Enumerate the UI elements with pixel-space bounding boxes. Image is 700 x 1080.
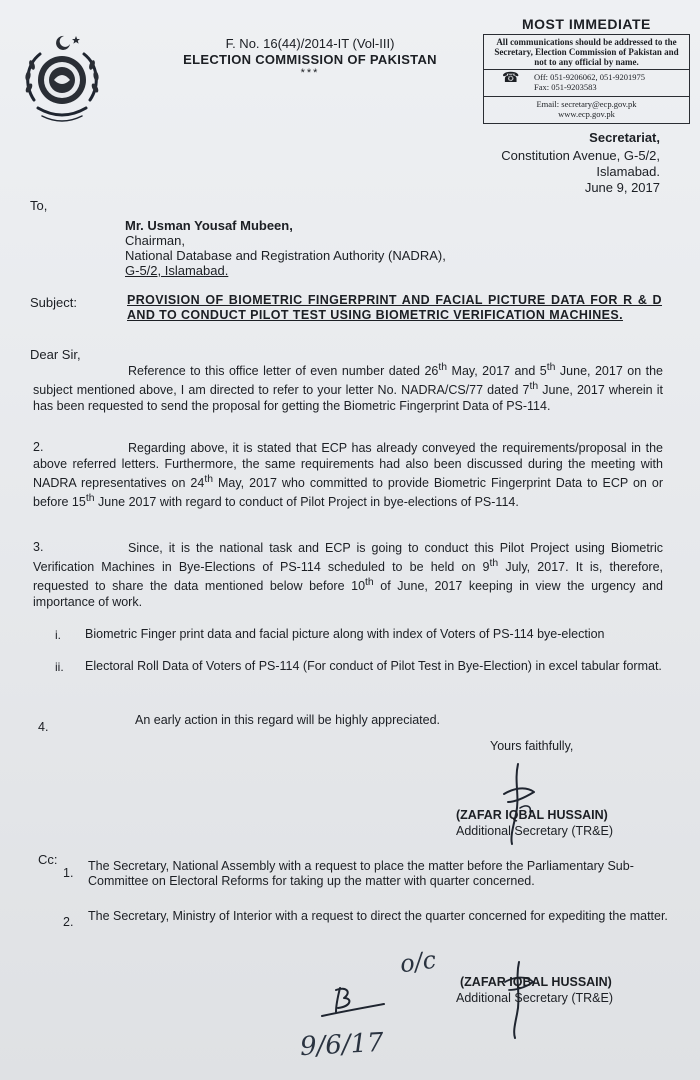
organization-name: ELECTION COMMISSION OF PAKISTAN: [183, 52, 437, 67]
paragraph-2-number: 2.: [33, 440, 44, 454]
communication-notice: All communications should be addressed to the Secretary, Election Commission of Pakistan and not to any official by name.: [484, 35, 689, 70]
cc-item-1: The Secretary, National Assembly with a request to place the matter before the Parliamentary Sub-Committee on Electoral Reforms for taking up the matter with quarter concerned.: [88, 859, 634, 888]
subject-text: PROVISION OF BIOMETRIC FINGERPRINT AND FACIAL PICTURE DATA FOR R & D AND TO CONDUCT PILOT TEST USING BIOMETRIC VERIFICATION MACHINES.: [127, 293, 662, 322]
paragraph-3: Since, it is the national task and ECP is going to conduct this Pilot Project using Biometric Verification Machines in Bye-Elections of PS-114 scheduled to be held on 9th July, 2017. It is, therefore, requested to share the data mentioned below before 10th of June, 2017 keeping in view the urgency and importance of work.: [33, 541, 663, 610]
list-item-1: Biometric Finger print data and facial picture along with index of Voters of PS-114 bye-election: [85, 627, 605, 641]
sender-line-1: Secretariat,: [589, 130, 660, 145]
paragraph-2: Regarding above, it is stated that ECP has already conveyed the requirements/proposal in the above referred letters. Furthermore, the same requirements had also been discussed during the meeting with NADRA representatives on 24th May, 2017 who committed to provide Biometric Fingerprint Data to ECP on or before 15th June 2017 with regard to conduct of Pilot Project in bye-elections of PS-114.: [33, 441, 663, 510]
recipient-name: Mr. Usman Yousaf Mubeen,: [125, 218, 293, 233]
telephone-icon: ☎: [502, 71, 520, 86]
salutation: Dear Sir,: [30, 347, 81, 362]
office-phone: Off: 051-9206062, 051-9201975: [534, 72, 646, 82]
cc-label: Cc:: [38, 852, 58, 867]
recipient-organization: National Database and Registration Authority (NADRA),: [125, 248, 446, 263]
to-label: To,: [30, 198, 48, 213]
sender-line-2: Constitution Avenue, G-5/2,: [501, 148, 660, 163]
closing: Yours faithfully,: [490, 739, 574, 753]
cc-item-1-number: 1.: [63, 866, 74, 880]
sender-line-3: Islamabad.: [596, 164, 660, 179]
handwritten-oc: o/c: [398, 945, 438, 979]
file-number: F. No. 16(44)/2014-IT (Vol-III): [225, 36, 395, 51]
initials-scribble: [318, 982, 388, 1022]
email-web-cell: [484, 97, 689, 121]
cc-item-2: The Secretary, Ministry of Interior with a request to direct the quarter concerned for expediting the matter.: [88, 909, 668, 923]
email-address: Email: secretary@ecp.gov.pk: [536, 99, 637, 109]
list-item-2: Electoral Roll Data of Voters of PS-114 (For conduct of Pilot Test in Bye-Election) in excel tabular format.: [85, 659, 662, 673]
letter-date: June 9, 2017: [584, 180, 660, 195]
fax-number: Fax: 051-9203583: [534, 82, 597, 92]
ecp-emblem-icon: [20, 30, 104, 130]
signatory-title: Additional Secretary (TR&E): [456, 824, 614, 838]
subject-label: Subject:: [30, 295, 77, 310]
phone-fax-cell: [484, 70, 689, 97]
paragraph-4: An early action in this regard will be highly appreciated.: [135, 713, 441, 727]
priority-label: MOST IMMEDIATE: [522, 16, 651, 32]
list-item-2-number: ii.: [55, 660, 64, 674]
list-item-1-number: i.: [55, 628, 61, 642]
website: www.ecp.gov.pk: [558, 109, 615, 119]
header-stars: ***: [300, 67, 320, 79]
signatory-name: (ZAFAR IQBAL HUSSAIN): [456, 808, 608, 822]
paragraph-1: Reference to this office letter of even number dated 26th May, 2017 and 5th June, 2017 on the subject mentioned above, I am directed to refer to your letter No. NADRA/CS/77 dated 7th June, 2017 wherein it has been requested to send the proposal for getting the Biometric Fingerprint Data of PS-114.: [33, 362, 664, 414]
signatory-2-title: Additional Secretary (TR&E): [456, 991, 614, 1005]
contact-box: [483, 34, 690, 124]
cc-item-2-number: 2.: [63, 915, 74, 929]
recipient-title: Chairman,: [125, 233, 185, 248]
signatory-2-name: (ZAFAR IQBAL HUSSAIN): [460, 975, 612, 989]
paragraph-4-number: 4.: [38, 720, 49, 734]
paragraph-3-number: 3.: [33, 540, 44, 554]
handwritten-date: 9/6/17: [299, 1027, 385, 1063]
recipient-place: G-5/2, Islamabad.: [125, 263, 229, 278]
